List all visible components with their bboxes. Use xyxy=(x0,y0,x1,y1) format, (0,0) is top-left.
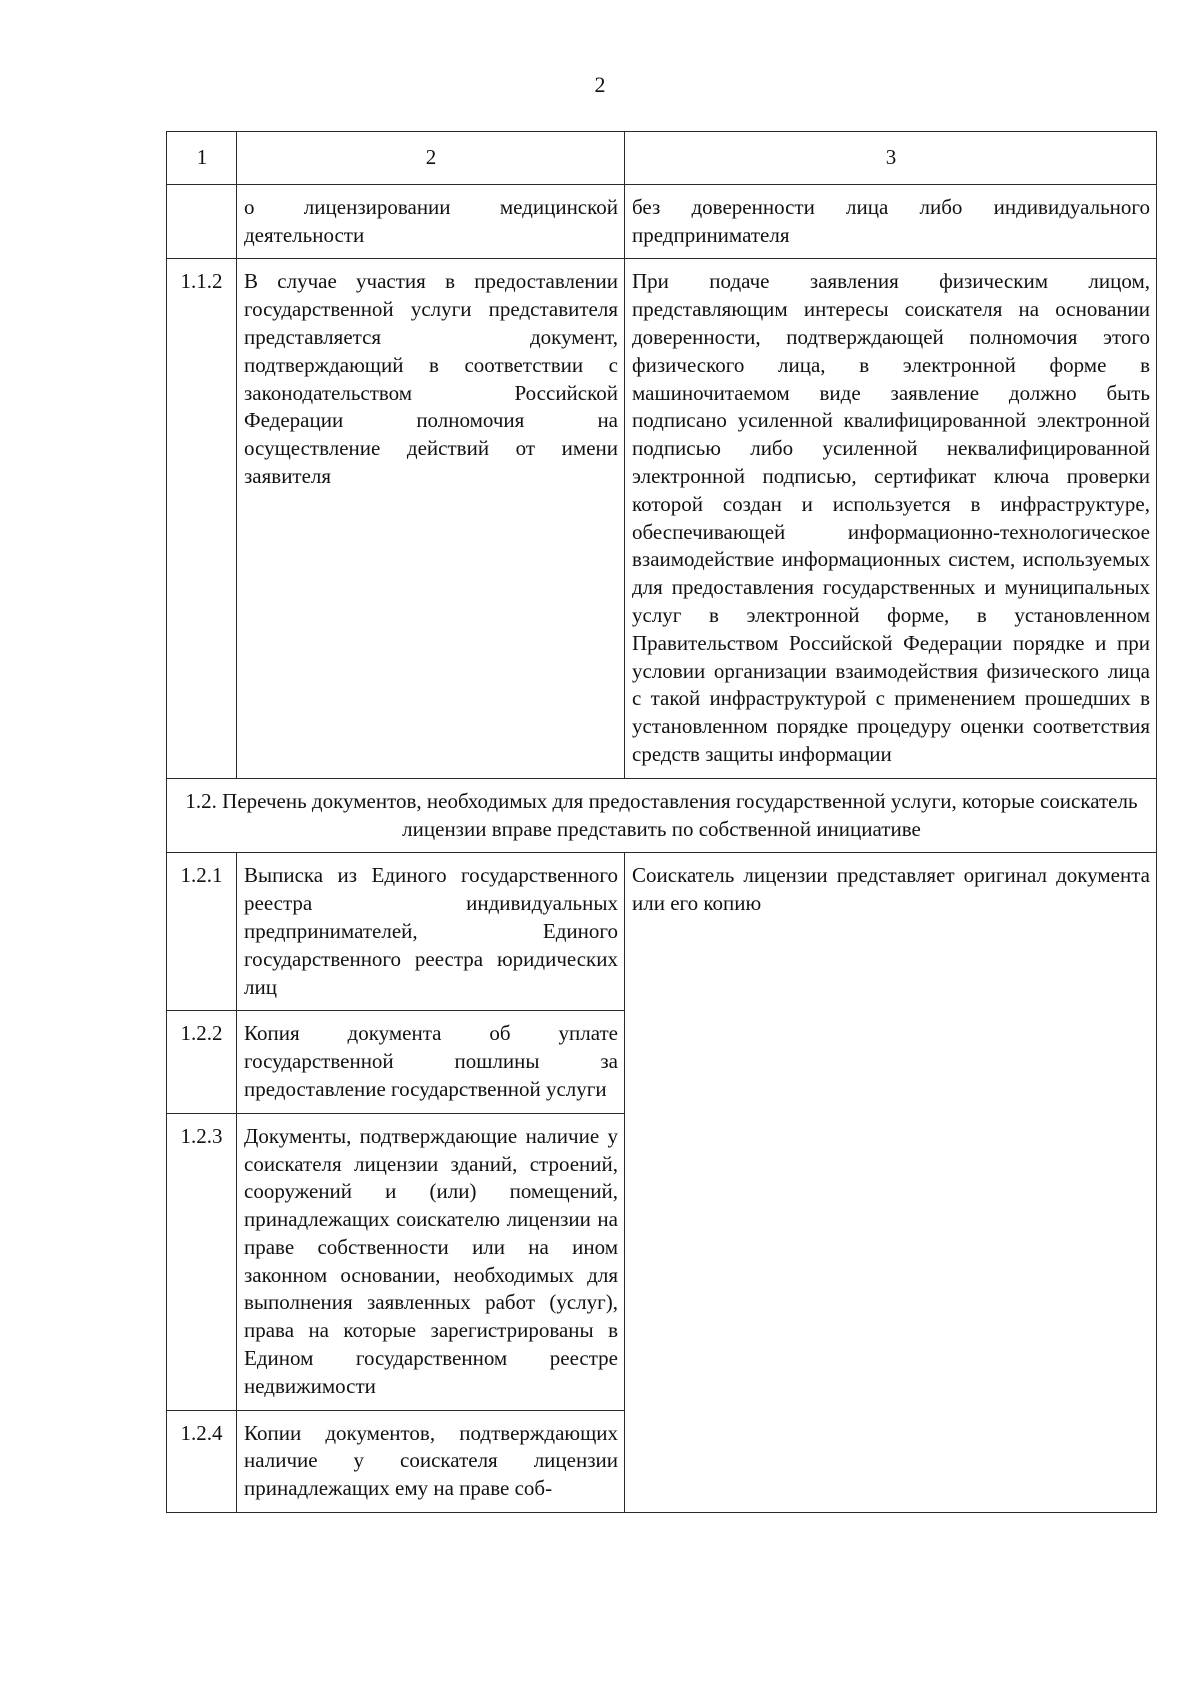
row-requirement xyxy=(625,259,1157,778)
row-number: 1.2.1 xyxy=(167,853,237,1011)
table-row xyxy=(167,853,1157,1011)
header-col-3: 3 xyxy=(625,132,1157,185)
row-description xyxy=(237,259,625,778)
row-requirement-text: При подаче заявления физическим лицом, представляющим интересы соискателя на основании доверенности, подтверждающей полномочия этого физического лица, в электронной форме в машиночитаемом виде заявление должно быть подписано усиленной квалифицированной электронной подписью либо усиленной неквалифицированной электронной подписью, сертификат ключа проверки которой создан и используется в инфраструктуре, обеспечивающей информационно-технологическое взаимодействие информационных систем, используемых для предоставления государственных и муниципальных услуг в электронной форме, в установленном Правительством Российской Федерации порядке и при условии организации взаимодействия физического лица с такой инфраструктурой с применением прошедших в установленном порядке процедуру оценки соответствия средств защиты информации xyxy=(632,269,1150,766)
row-requirement xyxy=(625,184,1157,259)
row-number: 1.1.2 xyxy=(167,259,237,778)
row-description xyxy=(237,184,625,259)
row-requirement-text: Соискатель лицензии представляет оригинал документа или его копию xyxy=(632,863,1150,916)
page-number: 2 xyxy=(594,72,606,97)
row-number: 1.2.3 xyxy=(167,1113,237,1410)
row-description-text: Копия документа об уплате государственной пошлины за предоставление государственной услуги xyxy=(244,1021,618,1101)
section-heading-row xyxy=(167,778,1157,853)
row-requirement-merged xyxy=(625,853,1157,1513)
row-number xyxy=(167,184,237,259)
row-description-text: Выписка из Единого государственного реестра индивидуальных предпринимателей, Единого государственного реестра юридических лиц xyxy=(244,863,618,999)
row-description-text: Документы, подтверждающие наличие у соискателя лицензии зданий, строений, сооружений и (или) помещений, принадлежащих соискателю лицензии на праве собственности или на ином законном основании, необходимых для выполнения заявленных работ (услуг), права на которые зарегистрированы в Едином государственном реестре недвижимости xyxy=(244,1123,618,1398)
row-description xyxy=(237,1113,625,1410)
row-description-text: Копии документов, подтверждающих наличие у соискателя лицензии принадлежащих ему на праве соб- xyxy=(244,1420,618,1501)
section-heading: 1.2. Перечень документов, необходимых для предоставления государственной услуги, которые соискатель лицензии вправе представить по собственной инициативе xyxy=(167,778,1157,853)
row-description xyxy=(237,853,625,1011)
document-table xyxy=(166,131,1157,1513)
table-row xyxy=(167,184,1157,259)
table-header-row xyxy=(167,132,1157,185)
row-requirement-text: без доверенности лица либо индивидуального предпринимателя xyxy=(632,194,1150,247)
header-col-1: 1 xyxy=(167,132,237,185)
row-description xyxy=(237,1011,625,1113)
row-number: 1.2.4 xyxy=(167,1410,237,1512)
row-description-text: о лицензировании медицинской деятельности xyxy=(244,194,618,247)
header-col-2: 2 xyxy=(237,132,625,185)
row-description-text: В случае участия в предоставлении государственной услуги представителя представляется документ, подтверждающий в соответствии с законодательством Российской Федерации полномочия на осуществление действий от имени заявителя xyxy=(244,269,618,488)
row-number: 1.2.2 xyxy=(167,1011,237,1113)
row-description xyxy=(237,1410,625,1512)
table-row xyxy=(167,259,1157,778)
